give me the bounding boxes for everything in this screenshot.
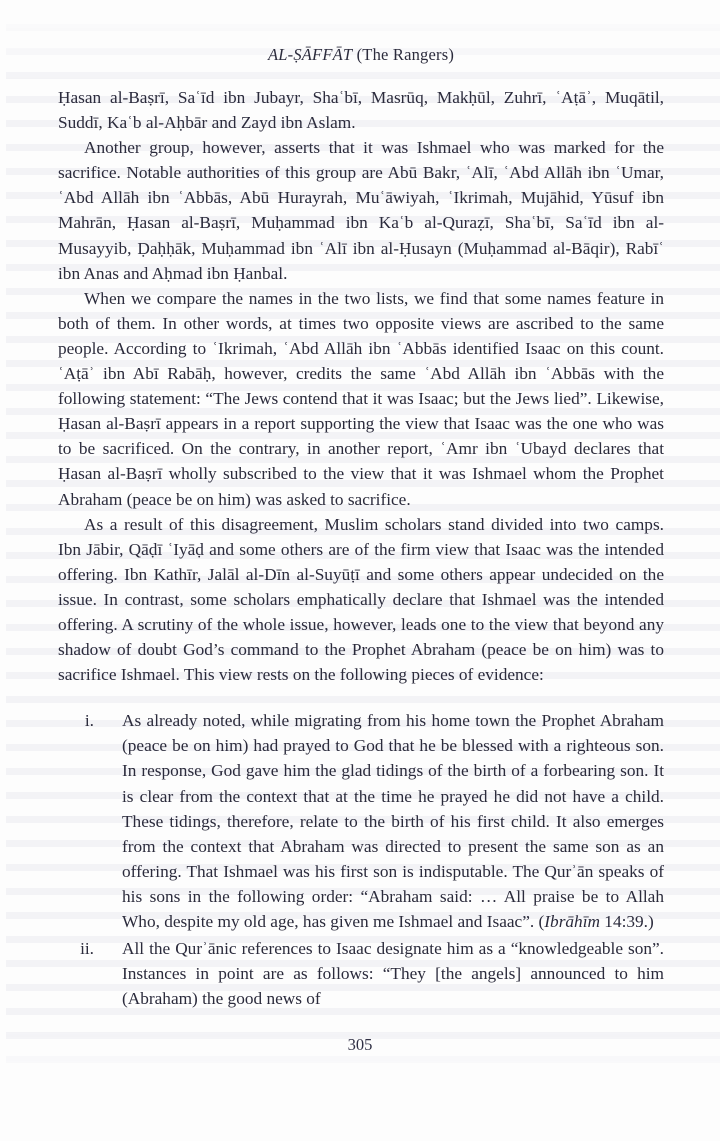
paragraph-3: When we compare the names in the two lists, we find that some names feature in both of them. In other words, at times two opposite views are ascribed to the same people. According to ʿIkrimah, ʿAbd Allāh ibn ʿAbbās identified Isaac on this count. ʿAṭāʾ ibn Abī Rabāḥ, however, credits the same ʿAbd Allāh ibn ʿAbbās with the following statement: “The Jews contend that it was Isaac; but the Jews lied”. Likewise, Ḥasan al-Baṣrī appears in a report supporting the view that Isaac was the one who was to be sacrificed. On the contrary, in another report, ʿAmr ibn ʿUbayd declares that Ḥasan al-Baṣrī wholly subscribed to the view that it was Ishmael whom the Prophet Abraham (peace be on him) was asked to sacrifice. bbox=[58, 288, 664, 509]
page-number: 305 bbox=[347, 1035, 373, 1054]
body-text bbox=[58, 85, 664, 1011]
citation-reference: Ibrāhīm bbox=[544, 912, 600, 931]
citation-verse: 14:39.) bbox=[599, 912, 654, 931]
list-item bbox=[58, 936, 664, 1011]
list-item bbox=[58, 708, 664, 934]
running-head-translation: (The Rangers) bbox=[352, 45, 455, 64]
page-content bbox=[58, 0, 664, 1011]
list-item-body bbox=[94, 936, 664, 1011]
list-item-text: As already noted, while migrating from his home town the Prophet Abraham (peace be on him) had prayed to God that he be blessed with a righteous son. In response, God gave him the glad tidings of the birth of a forbearing son. It is clear from the context that at the time he prayed he did not have a child. These tidings, therefore, relate to the birth of his first child. It also emerges from the context that Abraham was directed to present the same son as an offering. That Ishmael was his first son is indisputable. The Qurʾān speaks of his sons in the following order: “Abraham said: … All praise be to Allah Who, despite my old age, has given me Ishmael and Isaac”. ( bbox=[122, 711, 664, 931]
running-head bbox=[58, 0, 664, 65]
list-item-marker: ii. bbox=[80, 939, 94, 959]
paragraph-1: Ḥasan al-Baṣrī, Saʿīd ibn Jubayr, Shaʿbī, Masrūq, Makḥūl, Zuhrī, ʿAṭāʾ, Muqātil, Suddī, Kaʿb al-Aḥbār and Zayd ibn Aslam. bbox=[58, 88, 664, 133]
list-item-text: All the Qurʾānic references to Isaac designate him as a “knowledgeable son”. Instances in point are as follows: “They [the angels] announced to him (Abraham) the good news of bbox=[122, 939, 664, 1009]
list-item-body bbox=[94, 708, 664, 934]
evidence-list bbox=[58, 708, 664, 1011]
list-item-marker: i. bbox=[84, 711, 94, 731]
paragraph-4: As a result of this disagreement, Muslim scholars stand divided into two camps. Ibn Jābir, Qāḍī ʿIyāḍ and some others are of the firm view that Isaac was the intended offering. Ibn Kathīr, Jalāl al-Dīn al-Suyūṭī and some others appear undecided on the issue. In contrast, some scholars emphatically declare that Ishmael was the intended offering. A scrutiny of the whole issue, however, leads one to the view that beyond any shadow of doubt God’s command to the Prophet Abraham (peace be on him) was to sacrifice Ishmael. This view rests on the following pieces of evidence: bbox=[58, 514, 664, 685]
running-head-surah-name: AL-ṢĀFFĀT bbox=[267, 45, 353, 64]
paragraph-2: Another group, however, asserts that it was Ishmael who was marked for the sacrifice. Notable authorities of this group are Abū Bakr, ʿAlī, ʿAbd Allāh ibn ʿUmar, ʿAbd Allāh ibn ʿAbbās, Abū Hurayrah, Muʿāwiyah, ʿIkrimah, Mujāhid, Yūsuf ibn Mahrān, Ḥasan al-Baṣrī, Muḥammad ibn Kaʿb al-Quraẓī, Shaʿbī, Saʿīd ibn al-Musayyib, Ḍaḥḥāk, Muḥammad ibn ʿAlī ibn al-Ḥusayn (Muḥammad al-Bāqir), Rabīʿ ibn Anas and Aḥmad ibn Ḥanbal. bbox=[58, 138, 664, 283]
